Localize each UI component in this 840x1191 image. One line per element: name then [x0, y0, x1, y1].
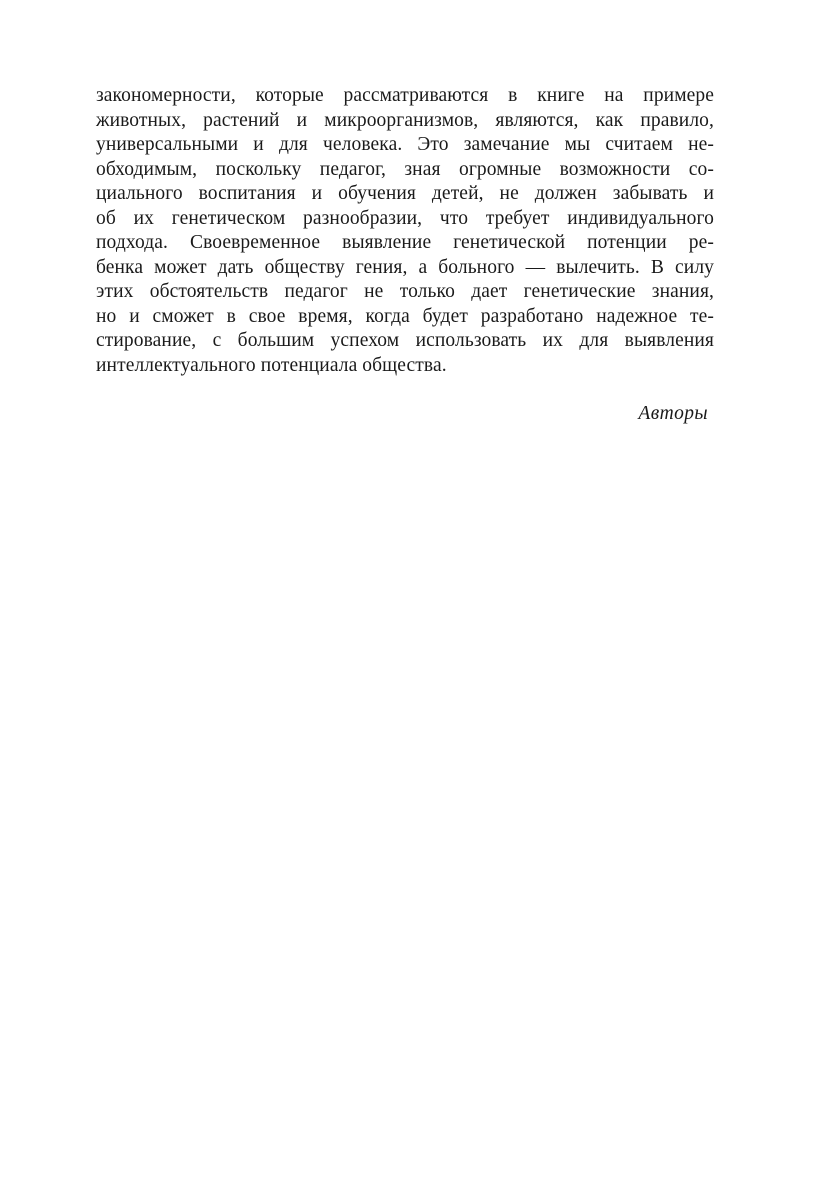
paragraph-line: об их генетическом разнообразии, что требует индивидуального — [96, 207, 714, 229]
paragraph-line: обходимым, поскольку педагог, зная огромные возможности со- — [96, 158, 714, 180]
paragraph-line: циального воспитания и обучения детей, не должен забывать и — [96, 183, 714, 204]
paragraph-line: этих обстоятельств педагог не только дает генетические знания, — [96, 281, 714, 302]
paragraph-line: стирование, с большим успехом использовать их для выявления — [96, 330, 714, 351]
paragraph-line: животных, растений и микроорганизмов, являются, как правило, — [96, 109, 714, 131]
signature-authors: Авторы — [638, 403, 708, 424]
paragraph-line: интеллектуального потенциала общества. — [96, 354, 447, 376]
paragraph-line: но и сможет в свое время, когда будет разработано надежное те- — [96, 305, 714, 327]
paragraph-line: закономерности, которые рассматриваются в книге на примере — [96, 85, 714, 106]
paragraph-line: универсальными и для человека. Это замечание мы считаем не- — [96, 134, 714, 155]
paragraph-line: бенка может дать обществу гения, а больного — вылечить. В силу — [96, 256, 714, 278]
paragraph-line: подхода. Своевременное выявление генетической потенции ре- — [96, 232, 714, 253]
body-paragraph — [96, 84, 714, 378]
